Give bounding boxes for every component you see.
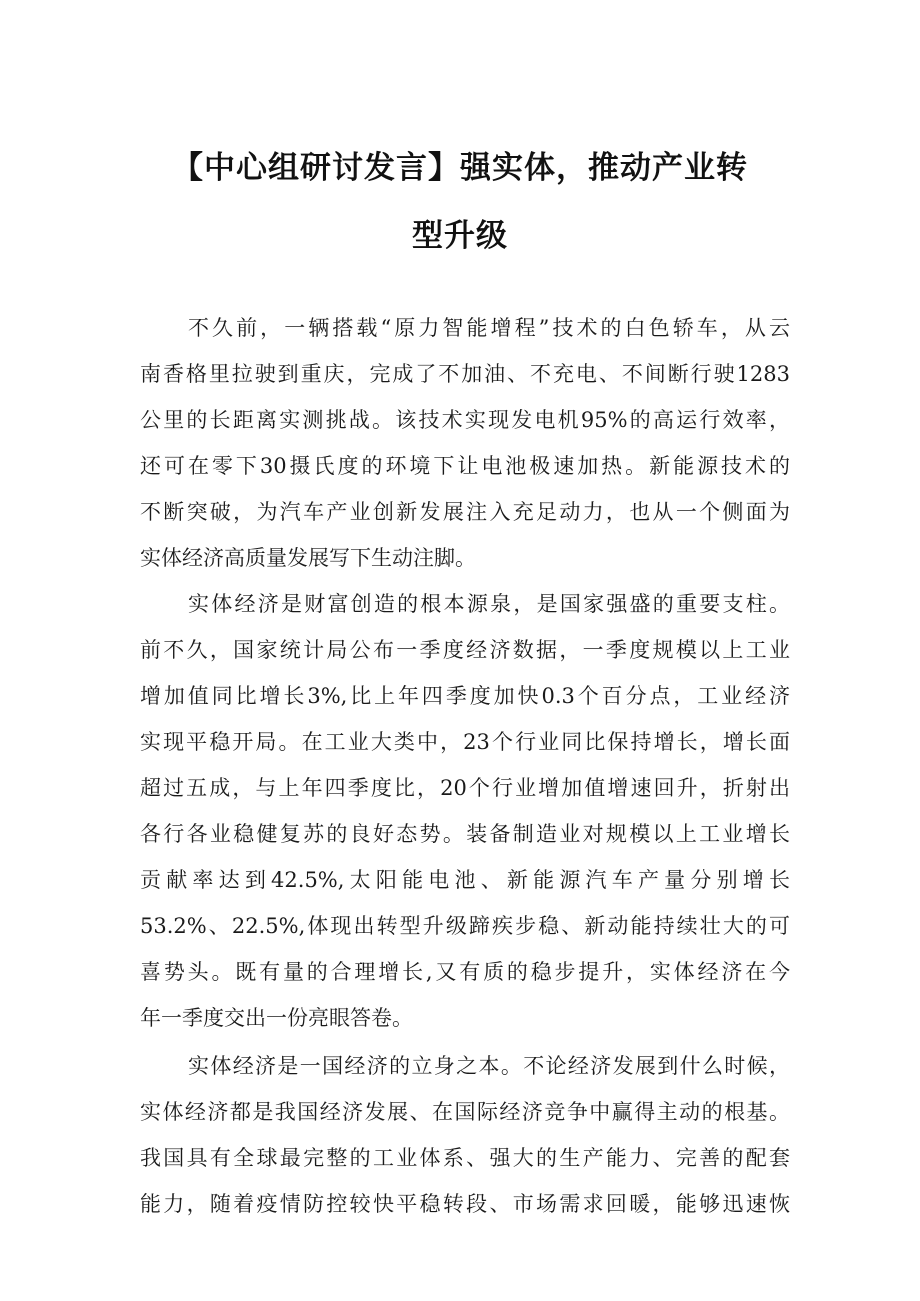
paragraph-1-line: 还可在零下30摄氏度的环境下让电池极速加热。新能源技术的	[140, 454, 790, 478]
document-title-line-1: 【中心组研讨发言】强实体，推动产业转	[172, 150, 748, 186]
paragraph-2-line: 喜势头。既有量的合理增长,又有质的稳步提升，实体经济在今	[140, 960, 790, 984]
paragraph-1-line: 不久前，一辆搭载“原力智能增程”技术的白色轿车，从云	[188, 316, 790, 340]
paragraph-2-line: 前不久，国家统计局公布一季度经济数据，一季度规模以上工业	[140, 638, 790, 662]
paragraph-2-line: 贡献率达到42.5%,太阳能电池、新能源汽车产量分别增长	[140, 868, 790, 892]
document-title-line-2: 型升级	[412, 218, 508, 254]
paragraph-3-line: 能力，随着疫情防控较快平稳转段、市场需求回暖，能够迅速恢	[140, 1192, 790, 1216]
paragraph-1-line: 公里的长距离实测挑战。该技术实现发电机95%的高运行效率，	[140, 408, 790, 432]
paragraph-3-line: 我国具有全球最完整的工业体系、强大的生产能力、完善的配套	[140, 1146, 790, 1170]
paragraph-2-line: 53.2%、22.5%,体现出转型升级蹄疾步稳、新动能持续壮大的可	[140, 914, 790, 938]
paragraph-3-line: 实体经济都是我国经济发展、在国际经济竞争中赢得主动的根基。	[140, 1100, 790, 1124]
paragraph-2-line: 实体经济是财富创造的根本源泉，是国家强盛的重要支柱。	[188, 592, 790, 616]
paragraph-1-line: 实体经济高质量发展写下生动注脚。	[140, 546, 476, 570]
paragraph-2-line: 年一季度交出一份亮眼答卷。	[140, 1006, 413, 1030]
paragraph-2-line: 各行各业稳健复苏的良好态势。装备制造业对规模以上工业增长	[140, 822, 790, 846]
paragraph-1-line: 不断突破，为汽车产业创新发展注入充足动力，也从一个侧面为	[140, 500, 790, 524]
paragraph-1-line: 南香格里拉驶到重庆，完成了不加油、不充电、不间断行驶1283	[140, 362, 790, 386]
paragraph-2-line: 实现平稳开局。在工业大类中，23个行业同比保持增长，增长面	[140, 730, 790, 754]
paragraph-2-line: 增加值同比增长3%,比上年四季度加快0.3个百分点，工业经济	[140, 684, 790, 708]
paragraph-3-line: 实体经济是一国经济的立身之本。不论经济发展到什么时候，	[188, 1054, 790, 1078]
paragraph-2-line: 超过五成，与上年四季度比，20个行业增加值增速回升，折射出	[140, 776, 790, 800]
